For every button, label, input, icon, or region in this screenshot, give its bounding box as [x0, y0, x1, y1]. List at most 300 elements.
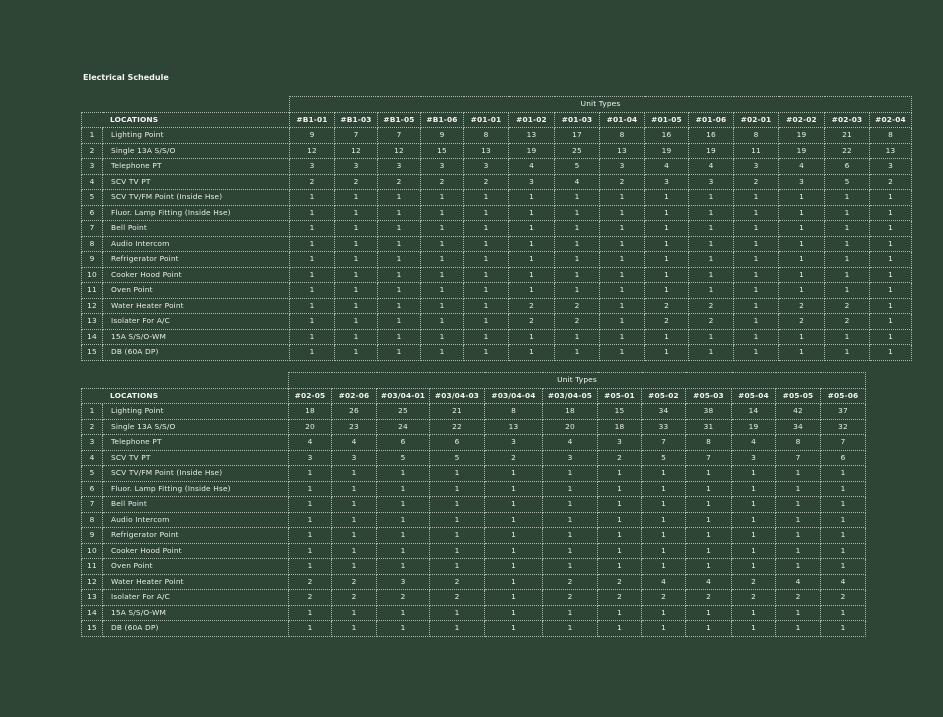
quantity-cell: 1: [689, 205, 734, 221]
row-number: 15: [82, 621, 103, 637]
quantity-cell: 1: [598, 512, 642, 528]
quantity-cell: 7: [378, 128, 421, 144]
quantity-cell: 3: [421, 159, 464, 175]
quantity-cell: 1: [290, 267, 335, 283]
location-name: Oven Point: [103, 283, 290, 299]
quantity-cell: 1: [430, 559, 485, 575]
quantity-cell: 1: [734, 236, 779, 252]
quantity-cell: 8: [464, 128, 509, 144]
quantity-cell: 34: [642, 404, 686, 420]
quantity-cell: 1: [734, 221, 779, 237]
quantity-cell: 1: [464, 283, 509, 299]
quantity-cell: 1: [734, 267, 779, 283]
quantity-cell: 1: [825, 205, 870, 221]
quantity-cell: 37: [821, 404, 866, 420]
quantity-cell: 1: [332, 559, 377, 575]
quantity-cell: 1: [870, 314, 912, 330]
quantity-cell: 1: [378, 236, 421, 252]
quantity-cell: 1: [776, 497, 821, 513]
quantity-cell: 2: [686, 590, 732, 606]
quantity-cell: 4: [543, 435, 598, 451]
quantity-cell: 1: [509, 267, 555, 283]
quantity-cell: 1: [825, 267, 870, 283]
quantity-cell: 21: [825, 128, 870, 144]
row-number: 9: [82, 528, 103, 544]
quantity-cell: 1: [870, 236, 912, 252]
quantity-cell: 2: [289, 590, 332, 606]
quantity-cell: 5: [430, 450, 485, 466]
table-row: [82, 190, 912, 206]
quantity-cell: 1: [870, 283, 912, 299]
row-number: 11: [82, 283, 103, 299]
quantity-cell: 3: [689, 174, 734, 190]
unit-type-header: #03/04-03: [430, 388, 485, 404]
quantity-cell: 1: [779, 221, 825, 237]
quantity-cell: 1: [464, 252, 509, 268]
quantity-cell: 1: [776, 621, 821, 637]
quantity-cell: 1: [821, 512, 866, 528]
quantity-cell: 1: [421, 267, 464, 283]
quantity-cell: 2: [870, 174, 912, 190]
quantity-cell: 1: [734, 190, 779, 206]
quantity-cell: 1: [430, 466, 485, 482]
location-name: Fluor. Lamp Fitting (Inside Hse): [103, 205, 290, 221]
quantity-cell: 1: [485, 605, 543, 621]
quantity-cell: 1: [332, 481, 377, 497]
quantity-cell: 1: [732, 621, 776, 637]
quantity-cell: 1: [332, 497, 377, 513]
quantity-cell: 1: [464, 205, 509, 221]
quantity-cell: 1: [430, 497, 485, 513]
quantity-cell: 1: [600, 298, 645, 314]
quantity-cell: 2: [645, 298, 689, 314]
quantity-cell: 1: [598, 528, 642, 544]
location-name: Refrigerator Point: [103, 528, 289, 544]
row-number: 13: [82, 590, 103, 606]
quantity-cell: 4: [332, 435, 377, 451]
quantity-cell: 4: [686, 574, 732, 590]
quantity-cell: 1: [485, 497, 543, 513]
table-row: [82, 329, 912, 345]
quantity-cell: 1: [555, 267, 600, 283]
quantity-cell: 8: [686, 435, 732, 451]
quantity-cell: 1: [821, 481, 866, 497]
quantity-cell: 18: [289, 404, 332, 420]
quantity-cell: 3: [645, 174, 689, 190]
quantity-cell: 4: [555, 174, 600, 190]
quantity-cell: 4: [776, 574, 821, 590]
quantity-cell: 3: [335, 159, 378, 175]
row-number: 10: [82, 543, 103, 559]
quantity-cell: 1: [642, 512, 686, 528]
quantity-cell: 7: [642, 435, 686, 451]
row-number: 7: [82, 221, 103, 237]
row-number: 14: [82, 329, 103, 345]
quantity-cell: 1: [870, 329, 912, 345]
quantity-cell: 1: [377, 528, 430, 544]
unit-type-header: #01-05: [645, 112, 689, 128]
quantity-cell: 1: [378, 314, 421, 330]
locations-header: LOCATIONS: [82, 388, 289, 404]
quantity-cell: 1: [543, 466, 598, 482]
quantity-cell: 2: [776, 590, 821, 606]
quantity-cell: 1: [421, 236, 464, 252]
quantity-cell: 6: [377, 435, 430, 451]
unit-type-header: #01-03: [555, 112, 600, 128]
quantity-cell: 1: [335, 298, 378, 314]
unit-type-header: #B1-01: [290, 112, 335, 128]
quantity-cell: 1: [642, 605, 686, 621]
quantity-cell: 6: [821, 450, 866, 466]
quantity-cell: 1: [485, 559, 543, 575]
quantity-cell: 1: [377, 605, 430, 621]
unit-type-header: #03/04-04: [485, 388, 543, 404]
row-number: 12: [82, 574, 103, 590]
quantity-cell: 2: [779, 298, 825, 314]
quantity-cell: 1: [290, 298, 335, 314]
quantity-cell: 3: [332, 450, 377, 466]
quantity-cell: 2: [543, 574, 598, 590]
quantity-cell: 2: [421, 174, 464, 190]
quantity-cell: 1: [485, 621, 543, 637]
quantity-cell: 1: [421, 205, 464, 221]
table-row: [82, 205, 912, 221]
quantity-cell: 2: [289, 574, 332, 590]
quantity-cell: 15: [598, 404, 642, 420]
table-row: [82, 128, 912, 144]
quantity-cell: 1: [421, 298, 464, 314]
quantity-cell: 2: [732, 590, 776, 606]
quantity-cell: 2: [825, 314, 870, 330]
unit-type-header: #03/04-01: [377, 388, 430, 404]
quantity-cell: 1: [779, 236, 825, 252]
row-number: 5: [82, 190, 103, 206]
quantity-cell: 2: [509, 314, 555, 330]
row-number: 14: [82, 605, 103, 621]
quantity-cell: 2: [598, 450, 642, 466]
quantity-cell: 34: [776, 419, 821, 435]
quantity-cell: 1: [430, 512, 485, 528]
quantity-cell: 1: [776, 512, 821, 528]
quantity-cell: 2: [485, 450, 543, 466]
quantity-cell: 18: [543, 404, 598, 420]
quantity-cell: 1: [689, 190, 734, 206]
quantity-cell: 19: [732, 419, 776, 435]
quantity-cell: 1: [485, 543, 543, 559]
quantity-cell: 2: [430, 574, 485, 590]
quantity-cell: 1: [377, 559, 430, 575]
quantity-cell: 9: [290, 128, 335, 144]
quantity-cell: 1: [821, 605, 866, 621]
quantity-cell: 1: [732, 512, 776, 528]
location-name: Audio Intercom: [103, 512, 289, 528]
quantity-cell: 1: [686, 512, 732, 528]
quantity-cell: 2: [378, 174, 421, 190]
quantity-cell: 1: [290, 252, 335, 268]
quantity-cell: 1: [734, 298, 779, 314]
quantity-cell: 17: [555, 128, 600, 144]
quantity-cell: 2: [642, 590, 686, 606]
quantity-cell: 1: [732, 559, 776, 575]
table-row: [82, 574, 866, 590]
quantity-cell: 1: [377, 543, 430, 559]
quantity-cell: 1: [686, 466, 732, 482]
row-number: 8: [82, 512, 103, 528]
quantity-cell: 1: [289, 512, 332, 528]
quantity-cell: 1: [289, 543, 332, 559]
quantity-cell: 42: [776, 404, 821, 420]
quantity-cell: 1: [598, 559, 642, 575]
unit-type-header: #02-04: [870, 112, 912, 128]
quantity-cell: 1: [598, 466, 642, 482]
quantity-cell: 12: [378, 143, 421, 159]
quantity-cell: 3: [290, 159, 335, 175]
unit-type-header: #02-03: [825, 112, 870, 128]
quantity-cell: 1: [600, 236, 645, 252]
quantity-cell: 1: [689, 267, 734, 283]
quantity-cell: 1: [543, 621, 598, 637]
quantity-cell: 1: [732, 497, 776, 513]
quantity-cell: 16: [689, 128, 734, 144]
quantity-cell: 12: [335, 143, 378, 159]
quantity-cell: 1: [430, 605, 485, 621]
quantity-cell: 1: [642, 528, 686, 544]
quantity-cell: 1: [290, 329, 335, 345]
location-name: DB (60A DP): [103, 621, 289, 637]
quantity-cell: 4: [289, 435, 332, 451]
quantity-cell: 1: [430, 543, 485, 559]
quantity-cell: 1: [642, 543, 686, 559]
table-row: [82, 512, 866, 528]
quantity-cell: 1: [430, 528, 485, 544]
quantity-cell: 4: [779, 159, 825, 175]
quantity-cell: 1: [289, 605, 332, 621]
quantity-cell: 3: [485, 435, 543, 451]
location-name: Cooker Hood Point: [103, 543, 289, 559]
quantity-cell: 3: [779, 174, 825, 190]
quantity-cell: 1: [378, 267, 421, 283]
location-name: 15A S/S/O-WM: [103, 605, 289, 621]
location-name: DB (60A DP): [103, 345, 290, 361]
quantity-cell: 1: [421, 252, 464, 268]
quantity-cell: 2: [430, 590, 485, 606]
location-name: SCV TV PT: [103, 174, 290, 190]
quantity-cell: 1: [509, 345, 555, 361]
location-name: SCV TV/FM Point (Inside Hse): [103, 190, 290, 206]
quantity-cell: 1: [779, 205, 825, 221]
quantity-cell: 1: [290, 221, 335, 237]
location-name: Water Heater Point: [103, 298, 290, 314]
quantity-cell: 5: [642, 450, 686, 466]
table-row: [82, 159, 912, 175]
row-number: 11: [82, 559, 103, 575]
quantity-cell: 1: [689, 236, 734, 252]
row-number: 1: [82, 128, 103, 144]
unit-types-label: Unit Types: [289, 373, 866, 389]
quantity-cell: 1: [600, 345, 645, 361]
quantity-cell: 1: [600, 221, 645, 237]
quantity-cell: 1: [421, 329, 464, 345]
quantity-cell: 1: [335, 205, 378, 221]
quantity-cell: 13: [870, 143, 912, 159]
row-number: 6: [82, 481, 103, 497]
quantity-cell: 1: [555, 329, 600, 345]
quantity-cell: 22: [430, 419, 485, 435]
quantity-cell: 1: [332, 528, 377, 544]
location-name: Single 13A S/S/O: [103, 143, 290, 159]
quantity-cell: 3: [732, 450, 776, 466]
quantity-cell: 1: [421, 345, 464, 361]
quantity-cell: 3: [543, 450, 598, 466]
table-row: [82, 404, 866, 420]
quantity-cell: 32: [821, 419, 866, 435]
quantity-cell: 1: [734, 329, 779, 345]
quantity-cell: 1: [870, 221, 912, 237]
quantity-cell: 1: [821, 466, 866, 482]
quantity-cell: 1: [870, 298, 912, 314]
quantity-cell: 1: [821, 497, 866, 513]
quantity-cell: 1: [776, 559, 821, 575]
quantity-cell: 1: [509, 190, 555, 206]
quantity-cell: 1: [377, 512, 430, 528]
quantity-cell: 1: [555, 205, 600, 221]
quantity-cell: 3: [509, 174, 555, 190]
quantity-cell: 3: [289, 450, 332, 466]
quantity-cell: 1: [821, 543, 866, 559]
quantity-cell: 1: [598, 497, 642, 513]
location-name: SCV TV/FM Point (Inside Hse): [103, 466, 289, 482]
quantity-cell: 1: [732, 605, 776, 621]
quantity-cell: 25: [377, 404, 430, 420]
quantity-cell: 1: [509, 252, 555, 268]
location-name: Water Heater Point: [103, 574, 289, 590]
quantity-cell: 1: [645, 329, 689, 345]
quantity-cell: 3: [464, 159, 509, 175]
electrical-schedule-table-1: [81, 96, 912, 361]
quantity-cell: 1: [600, 190, 645, 206]
table-row: [82, 621, 866, 637]
quantity-cell: 1: [870, 267, 912, 283]
electrical-schedule-table-2: [81, 372, 866, 637]
quantity-cell: 1: [642, 559, 686, 575]
quantity-cell: 1: [509, 236, 555, 252]
unit-type-header: #05-06: [821, 388, 866, 404]
unit-type-header: #B1-03: [335, 112, 378, 128]
quantity-cell: 1: [600, 283, 645, 299]
quantity-cell: 1: [825, 329, 870, 345]
quantity-cell: 1: [421, 221, 464, 237]
quantity-cell: 1: [485, 466, 543, 482]
quantity-cell: 1: [825, 221, 870, 237]
unit-type-header: #B1-05: [378, 112, 421, 128]
quantity-cell: 38: [686, 404, 732, 420]
quantity-cell: 1: [335, 190, 378, 206]
column-header-row: [82, 112, 912, 128]
quantity-cell: 1: [289, 621, 332, 637]
quantity-cell: 1: [686, 605, 732, 621]
quantity-cell: 1: [464, 329, 509, 345]
row-number: 13: [82, 314, 103, 330]
quantity-cell: 1: [642, 466, 686, 482]
quantity-cell: 1: [543, 559, 598, 575]
quantity-cell: 1: [332, 466, 377, 482]
table-row: [82, 450, 866, 466]
quantity-cell: 1: [290, 314, 335, 330]
quantity-cell: 4: [732, 435, 776, 451]
quantity-cell: 5: [555, 159, 600, 175]
quantity-cell: 2: [332, 590, 377, 606]
quantity-cell: 3: [377, 574, 430, 590]
quantity-cell: 1: [378, 205, 421, 221]
quantity-cell: 1: [335, 236, 378, 252]
quantity-cell: 1: [290, 283, 335, 299]
quantity-cell: 19: [645, 143, 689, 159]
quantity-cell: 7: [686, 450, 732, 466]
quantity-cell: 2: [600, 174, 645, 190]
quantity-cell: 13: [464, 143, 509, 159]
unit-types-header-row: [82, 373, 866, 389]
unit-type-header: #05-03: [686, 388, 732, 404]
quantity-cell: 1: [430, 481, 485, 497]
quantity-cell: 1: [821, 528, 866, 544]
quantity-cell: 7: [821, 435, 866, 451]
quantity-cell: 5: [377, 450, 430, 466]
location-name: Isolater For A/C: [103, 314, 290, 330]
quantity-cell: 2: [377, 590, 430, 606]
quantity-cell: 1: [485, 590, 543, 606]
quantity-cell: 1: [377, 466, 430, 482]
quantity-cell: 1: [776, 481, 821, 497]
quantity-cell: 33: [642, 419, 686, 435]
unit-type-header: #05-04: [732, 388, 776, 404]
quantity-cell: 4: [689, 159, 734, 175]
quantity-cell: 1: [464, 267, 509, 283]
quantity-cell: 1: [642, 621, 686, 637]
locations-header: LOCATIONS: [82, 112, 290, 128]
quantity-cell: 1: [779, 267, 825, 283]
quantity-cell: 1: [555, 236, 600, 252]
quantity-cell: 1: [421, 190, 464, 206]
unit-type-header: #01-04: [600, 112, 645, 128]
quantity-cell: 1: [645, 283, 689, 299]
quantity-cell: 1: [776, 466, 821, 482]
quantity-cell: 24: [377, 419, 430, 435]
quantity-cell: 19: [689, 143, 734, 159]
table-row: [82, 283, 912, 299]
quantity-cell: 8: [870, 128, 912, 144]
quantity-cell: 1: [734, 252, 779, 268]
quantity-cell: 1: [870, 205, 912, 221]
table-row: [82, 314, 912, 330]
quantity-cell: 2: [645, 314, 689, 330]
quantity-cell: 13: [485, 419, 543, 435]
quantity-cell: 1: [598, 621, 642, 637]
quantity-cell: 20: [543, 419, 598, 435]
table-row: [82, 528, 866, 544]
quantity-cell: 1: [825, 345, 870, 361]
quantity-cell: 1: [776, 605, 821, 621]
quantity-cell: 1: [645, 267, 689, 283]
row-number: 6: [82, 205, 103, 221]
quantity-cell: 1: [335, 252, 378, 268]
quantity-cell: 1: [421, 314, 464, 330]
quantity-cell: 1: [335, 314, 378, 330]
row-number: 2: [82, 419, 103, 435]
quantity-cell: 2: [732, 574, 776, 590]
quantity-cell: 25: [555, 143, 600, 159]
table-row: [82, 236, 912, 252]
quantity-cell: 1: [870, 345, 912, 361]
